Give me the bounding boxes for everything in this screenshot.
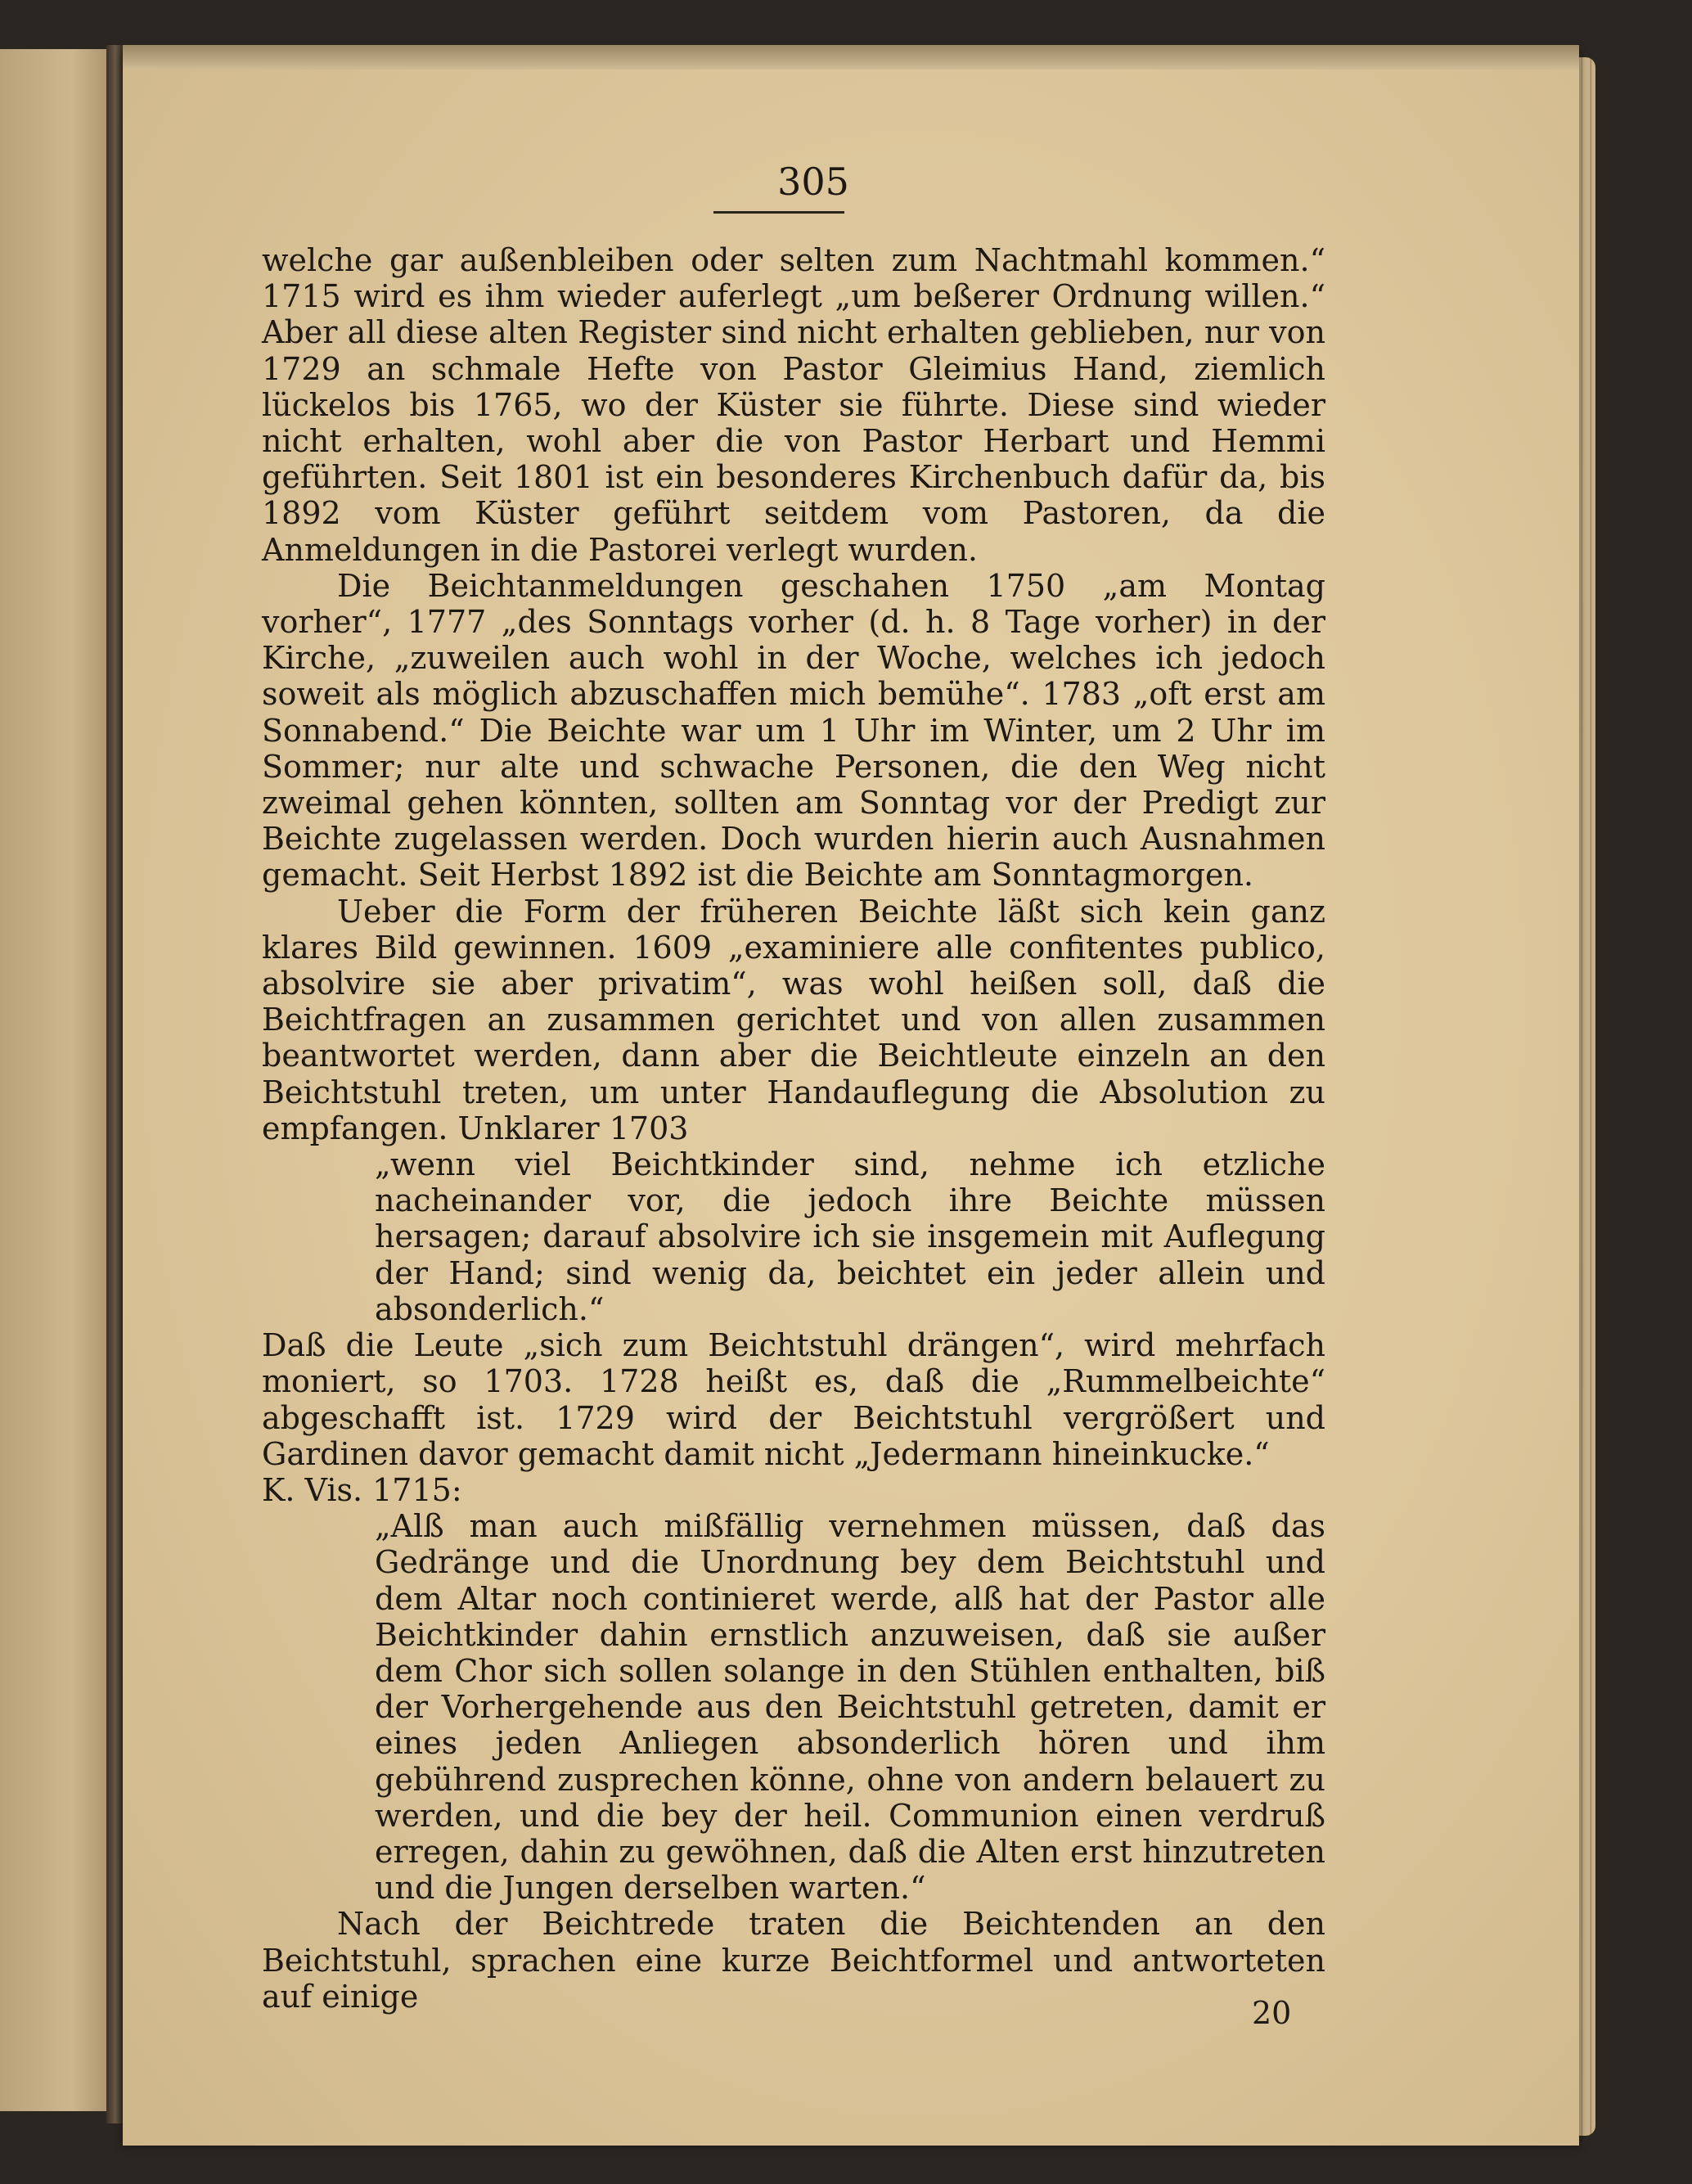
paragraph: Die Beichtanmeldungen geschahen 1750 „am Montag vorher“, 1777 „des Sonntags vorher (d. h. 8 Tage vorher) in der Kirche, „zuweilen auch wohl in der Woche, welches ich jedoch soweit als möglich abzuschaffen mich bemühe“. 1783 „oft erst am Sonnabend.“ Die Beichte war um 1 Uhr im Winter, um 2 Uhr im Sommer; nur alte und schwache Personen, die den Weg nicht zweimal gehen könnten, sollten am Sonntag vor der Predigt zur Beichte zugelassen werden. Doch wurden hierin auch Ausnahmen gemacht. Seit Herbst 1892 ist die Beichte am Sonntagmorgen. <box>262 567 1325 894</box>
paragraph: K. Vis. 1715: <box>262 1471 462 1508</box>
page-number-rule <box>713 211 844 214</box>
paragraph: welche gar außenbleiben oder selten zum Nachtmahl kommen.“ 1715 wird es ihm wieder auferlegt „um beßerer Ordnung willen.“ Aber all diese alten Register sind nicht erhalten geblieben, nur von 1729 an schmale Hefte von Pastor Gleimius Hand, ziemlich lückelos bis 1765, wo der Küster sie führte. Diese sind wieder nicht erhalten, wohl aber die von Pastor Herbart und Hemmi geführten. Seit 1801 ist ein besonderes Kirchenbuch dafür da, bis 1892 vom Küster geführt seitdem vom Pastoren, da die Anmeldungen in die Pastorei verlegt wurden. <box>262 242 1325 568</box>
paragraph: Daß die Leute „sich zum Beichtstuhl drängen“, wird mehrfach moniert, so 1703. 1728 heißt es, daß die „Rummelbeichte“ abgeschafft ist. 1729 wird der Beichtstuhl vergrößert und Gardinen davor gemacht damit nicht „Jedermann hineinkucke.“ <box>262 1327 1325 1472</box>
page-text <box>262 242 1325 2015</box>
block-quote: „wenn viel Beichtkinder sind, nehme ich etzliche nacheinander vor, die jedoch ihre Beichte müssen hersagen; darauf absolvire ich sie insgemein mit Auflegung der Hand; sind wenig da, beichtet ein jeder allein und absonderlich.“ <box>375 1146 1325 1327</box>
block-quote: „Alß man auch mißfällig vernehmen müssen, daß das Gedränge und die Unordnung bey dem Beichtstuhl und dem Altar noch continieret werde, alß hat der Pastor alle Beichtkinder dahin ernstlich anzuweisen, daß sie außer dem Chor sich sollen solange in den Stühlen enthalten, biß der Vorhergehende aus den Beichtstuhl getreten, damit er eines jeden Anliegen absonderlich hören und ihm gebührend zusprechen könne, ohne von andern belauert zu werden, und die bey der heil. Communion einen verdruß erregen, dahin zu gewöhnen, daß die Alten erst hinzutreten und die Jungen derselben warten.“ <box>375 1508 1325 1907</box>
page-number: 305 <box>777 160 849 204</box>
paragraph: Nach der Beichtrede traten die Beichtenden an den Beichtstuhl, sprachen eine kurze Beichtformel und antworteten auf einige <box>262 1906 1325 2015</box>
left-page-edge <box>0 49 119 2111</box>
page-top-shadow <box>123 45 1579 70</box>
book-spine <box>106 45 124 2123</box>
signature-mark: 20 <box>1252 1995 1292 2031</box>
paragraph: Ueber die Form der früheren Beichte läßt sich kein ganz klares Bild gewinnen. 1609 „examiniere alle confitentes publico, absolvire sie aber privatim“, was wohl heißen soll, daß die Beichtfragen an zusammen gerichtet und von allen zusammen beantwortet werden, dann aber die Beichtleute einzeln an den Beichtstuhl treten, um unter Handauflegung die Absolution zu empfangen. Unklarer 1703 <box>262 893 1325 1146</box>
